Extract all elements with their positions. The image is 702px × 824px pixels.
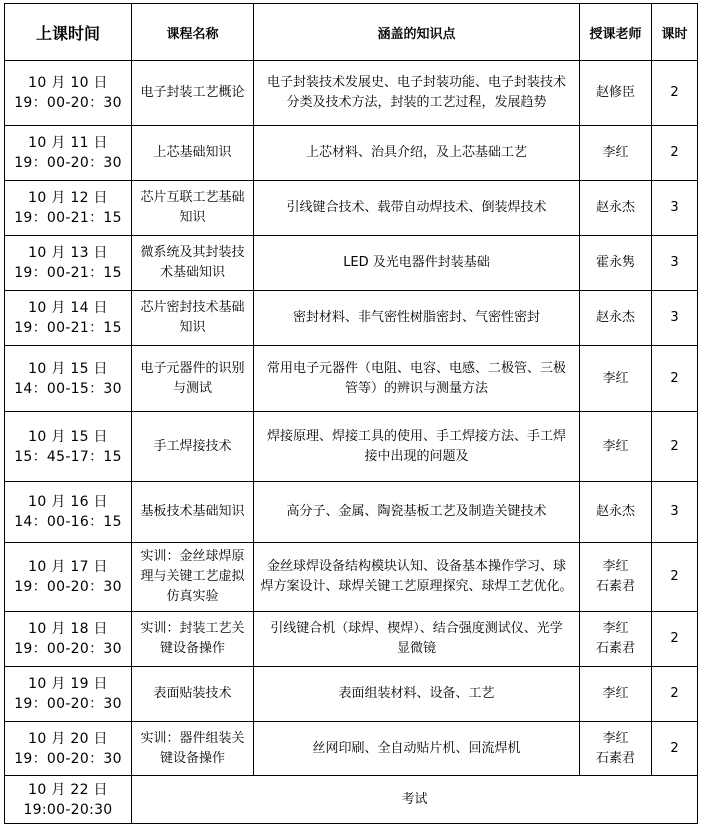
time-cell	[5, 236, 132, 291]
topics-line: 电子封装技术发展史、电子封装功能、电子封装技术	[266, 75, 566, 90]
teacher-cell	[580, 543, 652, 612]
course-name-line: 手工焊接技术	[153, 438, 232, 454]
course-name-line: 与测试	[172, 380, 212, 396]
session-time: 19：00-21：15	[14, 210, 122, 226]
course-name-line: 实训：金丝球焊原	[140, 549, 245, 564]
time-cell	[5, 482, 132, 543]
topics-line: 分类及技术方法，封装的工艺过程，发展趋势	[286, 95, 547, 110]
header-time: 上课时间	[5, 4, 132, 61]
topics-line: 金丝球焊设备结构模块认知、设备基本操作学习、球	[266, 559, 566, 574]
course-schedule-table	[4, 3, 698, 824]
table-row	[5, 482, 698, 543]
header-row	[5, 4, 698, 61]
teacher-name: 石素君	[595, 579, 635, 594]
teacher-cell	[580, 181, 652, 236]
table-row	[5, 543, 698, 612]
teacher-cell	[580, 612, 652, 667]
teacher-name: 赵永杰	[595, 310, 635, 325]
teacher-cell	[580, 482, 652, 543]
course-name-cell	[132, 181, 254, 236]
table-row	[5, 291, 698, 346]
topics-cell	[254, 543, 580, 612]
topics-line: 焊方案设计、球焊关键工艺原理探究、球焊工艺优化。	[260, 579, 573, 594]
course-name-line: 键设备操作	[159, 641, 225, 656]
time-cell	[5, 722, 132, 776]
course-name-line: 芯片互联工艺基础	[140, 190, 245, 205]
session-time: 19：00-20：30	[14, 641, 122, 657]
topics-cell	[254, 412, 580, 482]
session-time: 19：00-20：30	[14, 750, 122, 767]
hours-cell: 3	[652, 291, 698, 346]
topics-line: LED 及光电器件封装基础	[343, 255, 490, 270]
topics-cell	[254, 61, 580, 126]
session-date: 10 月 12 日	[28, 190, 108, 206]
teacher-name: 李红	[602, 145, 629, 160]
topics-cell	[254, 236, 580, 291]
course-name-line: 术基础知识	[159, 265, 225, 280]
topics-cell	[254, 482, 580, 543]
table-row	[5, 722, 698, 776]
teacher-name: 李红	[602, 621, 629, 636]
time-cell	[5, 291, 132, 346]
teacher-name: 霍永隽	[595, 255, 635, 270]
teacher-name: 李红	[602, 730, 629, 746]
session-date: 10 月 20 日	[28, 730, 108, 747]
course-name-line: 电子元器件的识别	[140, 360, 245, 376]
session-date: 10 月 14 日	[28, 300, 108, 316]
topics-cell	[254, 291, 580, 346]
course-name-cell	[132, 543, 254, 612]
teacher-name: 赵永杰	[595, 200, 635, 215]
topics-line: 上芯材料、治具介绍，及上芯基础工艺	[305, 145, 527, 160]
session-date: 10 月 10 日	[28, 75, 108, 91]
topics-cell	[254, 722, 580, 776]
hours-cell: 2	[652, 412, 698, 482]
topics-line: 引线键合机（球焊、楔焊）、结合强度测试仪、光学	[270, 621, 563, 636]
teacher-name: 李红	[602, 370, 629, 386]
session-date: 10 月 17 日	[28, 559, 108, 575]
header-topics: 涵盖的知识点	[254, 4, 580, 61]
course-name-line: 键设备操作	[159, 750, 225, 766]
header-teacher: 授课老师	[580, 4, 652, 61]
course-name-cell	[132, 412, 254, 482]
hours-cell: 2	[652, 346, 698, 412]
course-name-line: 芯片密封技术基础	[140, 300, 245, 315]
course-name-line: 知识	[179, 320, 206, 335]
table-row	[5, 181, 698, 236]
table-row	[5, 126, 698, 181]
time-cell	[5, 346, 132, 412]
hours-cell: 2	[652, 667, 698, 722]
course-name-cell	[132, 236, 254, 291]
teacher-cell	[580, 667, 652, 722]
topics-line: 引线键合技术、载带自动焊技术、倒装焊技术	[286, 200, 547, 215]
course-name-line: 表面贴装技术	[153, 686, 232, 701]
time-cell	[5, 612, 132, 667]
session-time: 19：00-20：30	[14, 696, 122, 712]
session-date: 10 月 15 日	[28, 428, 108, 445]
teacher-cell	[580, 291, 652, 346]
session-date: 10 月 19 日	[28, 676, 108, 692]
session-time: 14：00-15：30	[14, 380, 122, 397]
exam-date: 10 月 22 日	[28, 781, 108, 798]
topics-line: 显微镜	[396, 641, 436, 656]
session-date: 10 月 15 日	[28, 360, 108, 377]
time-cell	[5, 667, 132, 722]
header-course: 课程名称	[132, 4, 254, 61]
table-row	[5, 412, 698, 482]
time-cell	[5, 412, 132, 482]
teacher-cell	[580, 722, 652, 776]
topics-line: 丝网印刷、全自动贴片机、回流焊机	[312, 740, 521, 756]
table-row	[5, 236, 698, 291]
course-name-cell	[132, 482, 254, 543]
time-cell	[5, 61, 132, 126]
teacher-cell	[580, 126, 652, 181]
session-date: 10 月 16 日	[28, 494, 108, 510]
teacher-name: 赵永杰	[595, 504, 635, 519]
course-name-cell	[132, 61, 254, 126]
topics-cell	[254, 612, 580, 667]
course-name-line: 实训：封装工艺关	[140, 621, 245, 636]
session-time: 19：00-21：15	[14, 265, 122, 281]
teacher-cell	[580, 412, 652, 482]
topics-line: 管等）的辨识与测量方法	[344, 380, 488, 396]
course-name-line: 电子封装工艺概论	[140, 85, 245, 100]
session-date: 10 月 13 日	[28, 245, 108, 261]
course-name-cell	[132, 291, 254, 346]
time-cell	[5, 543, 132, 612]
table-row	[5, 612, 698, 667]
teacher-cell	[580, 236, 652, 291]
session-date: 10 月 11 日	[28, 135, 108, 151]
course-name-cell	[132, 722, 254, 776]
course-name-cell	[132, 126, 254, 181]
exam-time: 19:00-20:30	[23, 801, 113, 818]
session-time: 19：00-20：30	[14, 579, 122, 595]
teacher-name: 石素君	[595, 750, 635, 766]
table-row	[5, 667, 698, 722]
topics-cell	[254, 346, 580, 412]
course-name-line: 仿真实验	[166, 589, 219, 604]
course-name-line: 基板技术基础知识	[140, 504, 245, 519]
topics-cell	[254, 667, 580, 722]
course-name-line: 实训：器件组装关	[140, 730, 245, 746]
time-cell	[5, 181, 132, 236]
teacher-cell	[580, 346, 652, 412]
course-name-cell	[132, 612, 254, 667]
teacher-name: 赵修臣	[595, 85, 635, 100]
hours-cell: 2	[652, 612, 698, 667]
table-row	[5, 346, 698, 412]
hours-cell: 2	[652, 722, 698, 776]
topics-line: 表面组装材料、设备、工艺	[338, 686, 495, 701]
session-date: 10 月 18 日	[28, 621, 108, 637]
course-name-line: 微系统及其封装技	[140, 245, 245, 260]
topics-cell	[254, 181, 580, 236]
course-name-cell	[132, 667, 254, 722]
session-time: 19：00-20：30	[14, 95, 122, 111]
session-time: 15：45-17：15	[14, 448, 122, 465]
course-name-cell	[132, 346, 254, 412]
course-name-line: 知识	[179, 210, 206, 225]
topics-line: 高分子、金属、陶瓷基板工艺及制造关键技术	[286, 504, 547, 519]
session-time: 19：00-21：15	[14, 320, 122, 336]
course-name-line: 理与关键工艺虚拟	[140, 569, 245, 584]
topics-line: 接中出现的问题及	[364, 448, 469, 464]
topics-cell	[254, 126, 580, 181]
course-name-line: 上芯基础知识	[153, 145, 232, 160]
teacher-name: 李红	[602, 686, 629, 701]
hours-cell: 2	[652, 126, 698, 181]
hours-cell: 2	[652, 543, 698, 612]
table-row	[5, 61, 698, 126]
hours-cell: 3	[652, 236, 698, 291]
session-time: 19：00-20：30	[14, 155, 122, 171]
teacher-name: 石素君	[595, 641, 635, 656]
hours-cell: 3	[652, 482, 698, 543]
exam-row	[5, 776, 698, 824]
hours-cell: 3	[652, 181, 698, 236]
header-hours: 课时	[652, 4, 698, 61]
hours-cell: 2	[652, 61, 698, 126]
exam-time-cell	[5, 776, 132, 824]
teacher-name: 李红	[602, 559, 629, 574]
time-cell	[5, 126, 132, 181]
topics-line: 焊接原理、焊接工具的使用、手工焊接方法、手工焊	[266, 428, 566, 444]
exam-label: 考试	[132, 776, 698, 824]
session-time: 14：00-16：15	[14, 514, 122, 530]
topics-line: 常用电子元器件（电阻、电容、电感、二极管、三极	[266, 360, 566, 376]
teacher-cell	[580, 61, 652, 126]
topics-line: 密封材料、非气密性树脂密封、气密性密封	[292, 310, 540, 325]
teacher-name: 李红	[602, 438, 629, 454]
